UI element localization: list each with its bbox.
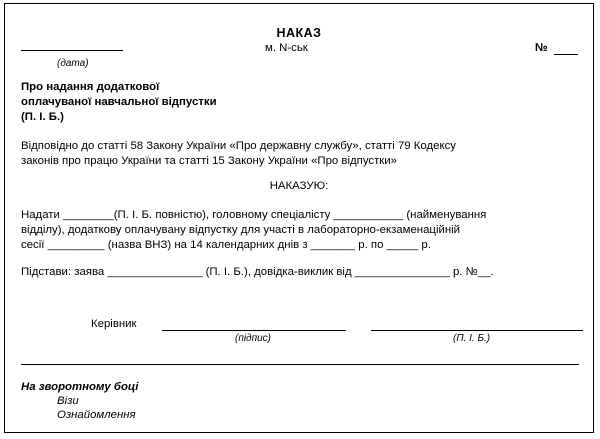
- subject-line: оплачуваної навчальної відпустки: [21, 96, 217, 108]
- order-line: сесії _________ (назва ВНЗ) на 14 календарних днів з _______ р. по _____ р.: [21, 239, 431, 251]
- head-label: Керівник: [91, 318, 137, 330]
- reverse-side-heading: На зворотному боці: [21, 381, 139, 393]
- grounds-paragraph: Підстави: заява _______________ (П. І. Б.), довідка-виклик від _______________ р. №__.: [21, 266, 494, 278]
- subject-line: Про надання додаткової: [21, 81, 160, 93]
- preamble-line: законів про працю України та статті 15 Закону України «Про відпустки»: [21, 155, 397, 167]
- name-line: [371, 330, 583, 331]
- city-label: м. N-ськ: [265, 42, 308, 54]
- name-caption: (П. І. Б.): [453, 333, 491, 344]
- number-line: [554, 54, 578, 55]
- signature-caption: (підпис): [235, 333, 271, 344]
- number-label: №: [535, 42, 548, 54]
- order-word: НАКАЗУЮ:: [269, 180, 329, 192]
- document-title: НАКАЗ: [276, 26, 322, 40]
- order-line: Надати ________(П. І. Б. повністю), головному спеціалісту ___________ (найменування: [21, 209, 487, 221]
- date-line: [21, 50, 123, 51]
- order-paragraph: [21, 208, 486, 253]
- divider: [21, 364, 579, 365]
- order-line: відділу), додаткову оплачувану відпустку для участі в лабораторно-екзаменаційній: [21, 224, 461, 236]
- subject-line: (П. І. Б.): [21, 111, 64, 123]
- preamble-paragraph: [21, 139, 456, 169]
- acknowledgement-label: Ознайомлення: [57, 409, 136, 421]
- visas-label: Візи: [57, 395, 79, 407]
- order-subject: [21, 80, 217, 125]
- order-document: [4, 3, 594, 433]
- date-caption: (дата): [57, 58, 89, 69]
- preamble-line: Відповідно до статті 58 Закону України «Про державну службу», статті 79 Кодексу: [21, 140, 456, 152]
- signature-line: [162, 330, 346, 331]
